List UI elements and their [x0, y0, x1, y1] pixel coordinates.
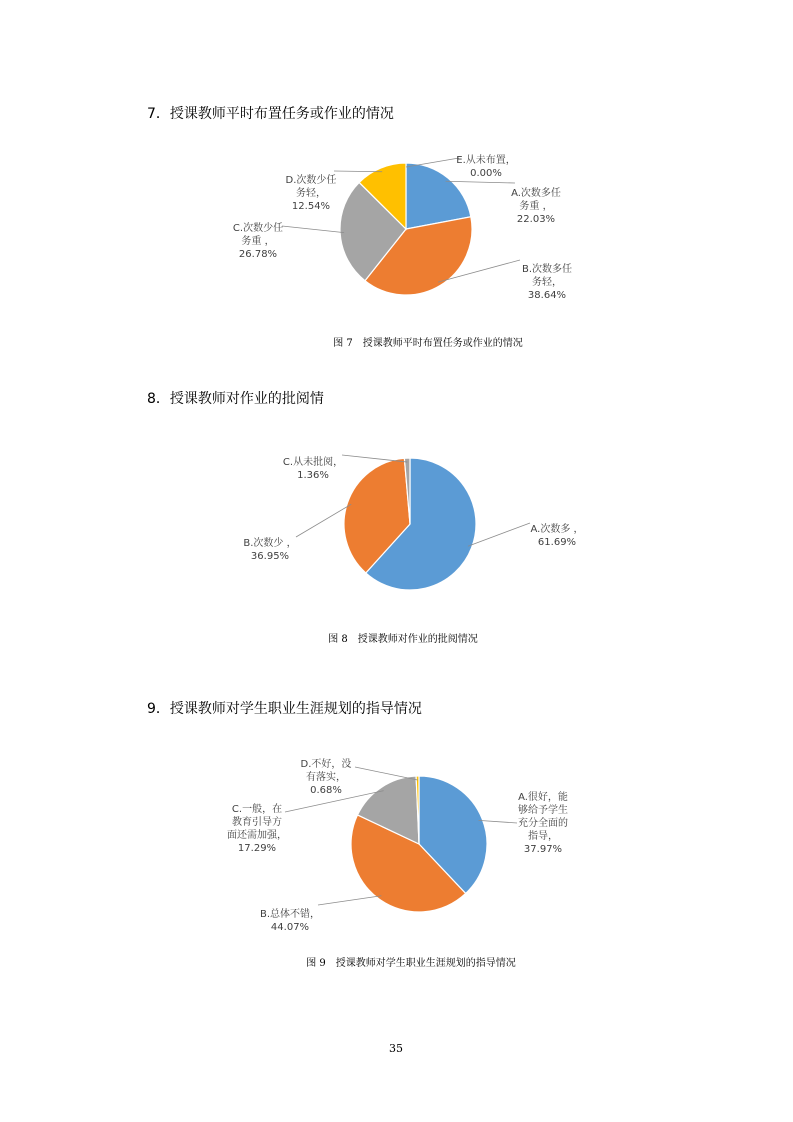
leader-line-0-2	[282, 226, 344, 233]
data-label-0-0	[511, 186, 561, 225]
data-label-1-2	[283, 455, 343, 481]
leader-line-1-2	[342, 455, 407, 462]
data-label-line: B.总体不错，	[259, 909, 321, 920]
data-label-line: 有落实，	[306, 772, 346, 783]
data-label-1-1	[243, 536, 296, 562]
data-label-line: 教育引导方	[232, 817, 282, 828]
data-label-line: 12.54%	[291, 201, 331, 212]
data-label-line: A.次数多 ，	[530, 524, 584, 535]
data-label-line: 22.03%	[516, 214, 556, 225]
data-label-line: 17.29%	[237, 843, 277, 854]
data-label-line: 务重 ，	[519, 201, 553, 212]
leader-line-0-4	[406, 158, 459, 167]
section-heading-8: 8．授课教师对作业的批阅情	[147, 391, 324, 407]
data-label-0-2	[233, 221, 283, 260]
data-label-line: 务轻，	[296, 188, 326, 199]
data-label-line: B.次数多任	[521, 264, 573, 275]
data-label-0-4	[456, 153, 516, 179]
pie-chart-7	[0, 150, 793, 314]
data-label-0-1	[522, 262, 572, 301]
pie-chart-8-svg	[0, 440, 793, 610]
pie-chart-9-svg	[0, 745, 793, 940]
pie-chart-8	[0, 440, 793, 614]
data-label-2-3	[301, 757, 352, 796]
data-label-line: 26.78%	[238, 249, 278, 260]
figure-caption-9: 图 9 授课教师对学生职业生涯规划的指导情况	[306, 958, 516, 969]
data-label-line: 0.00%	[470, 168, 502, 179]
leader-line-0-0	[446, 181, 515, 183]
data-label-0-3	[286, 173, 337, 212]
pie-chart-9	[0, 745, 793, 944]
figure-caption-7: 图 7 授课教师平时布置任务或作业的情况	[333, 338, 523, 349]
leader-line-2-3	[355, 767, 418, 780]
pie-chart-7-svg	[0, 150, 793, 310]
data-label-2-2	[227, 802, 287, 854]
data-label-line: 指导，	[528, 831, 558, 842]
data-label-line: C.次数少任	[232, 223, 284, 234]
data-label-line: 务轻，	[532, 277, 562, 288]
data-label-line: 务重 ，	[241, 236, 275, 247]
data-label-line: 44.07%	[270, 922, 310, 933]
data-label-line: 面还需加强，	[227, 830, 287, 841]
data-label-line: A.次数多任	[511, 188, 561, 199]
data-label-line: 0.68%	[310, 785, 342, 796]
data-label-2-0	[518, 790, 568, 855]
leader-line-1-1	[296, 504, 351, 537]
leader-line-2-1	[318, 896, 381, 905]
section-heading-9: 9．授课教师对学生职业生涯规划的指导情况	[147, 701, 422, 717]
page-number: 35	[389, 1042, 403, 1055]
data-label-line: D.次数少任	[285, 175, 337, 186]
leader-line-1-0	[468, 523, 530, 546]
data-label-line: A.很好，能	[518, 792, 568, 803]
data-label-line: D.不好，没	[300, 759, 352, 770]
data-label-1-0	[530, 522, 583, 548]
data-label-line: 37.97%	[523, 844, 563, 855]
data-label-line: 1.36%	[297, 470, 329, 481]
data-label-line: 61.69%	[537, 537, 577, 548]
data-label-line: 够给予学生	[518, 805, 568, 816]
data-label-line: C.从未批阅，	[282, 457, 344, 468]
data-label-2-1	[260, 907, 320, 933]
data-label-line: 充分全面的	[518, 818, 568, 829]
data-label-line: B.次数少 ，	[243, 538, 297, 549]
figure-caption-8: 图 8 授课教师对作业的批阅情况	[328, 634, 478, 645]
data-label-line: 36.95%	[250, 551, 290, 562]
data-label-line: C.一般，在	[231, 804, 283, 815]
section-heading-7: 7．授课教师平时布置任务或作业的情况	[147, 106, 394, 122]
leader-line-2-0	[478, 820, 517, 823]
data-label-line: 38.64%	[527, 290, 567, 301]
data-label-line: E.从未布置，	[456, 155, 516, 166]
